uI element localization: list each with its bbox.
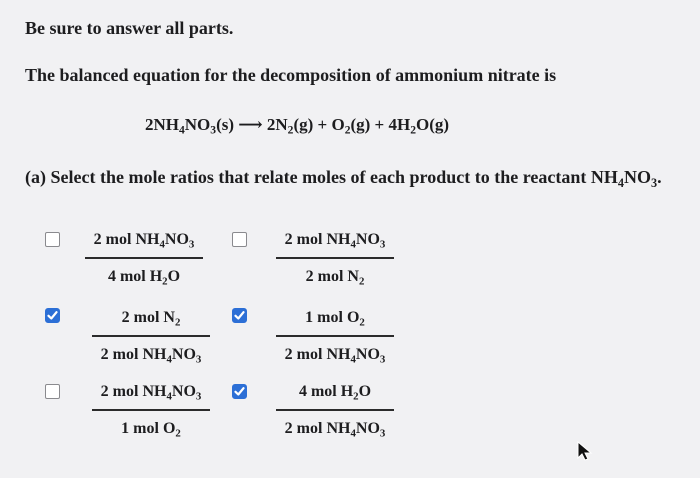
question-prompt: (a) Select the mole ratios that relate moles of each product to the reactant $NH_4NO_3$.: [25, 167, 662, 190]
denominator: 1 mol $O_2$: [121, 419, 181, 440]
mole-ratio-fraction: [86, 306, 216, 367]
checkbox[interactable]: [45, 232, 60, 247]
checkbox[interactable]: [232, 384, 247, 399]
numerator: 2 mol $NH_4NO_3$: [100, 383, 202, 403]
numerator: 4 mol $H_2O$: [298, 383, 372, 403]
numerator: 2 mol $N_2$: [121, 309, 181, 329]
mole-ratio-fraction: [86, 380, 216, 441]
mouse-pointer-icon: [576, 440, 594, 462]
fraction-bar: [92, 335, 210, 337]
balanced-equation: $2NH_4NO_3(s)$ ⟶ $2N_2(g) + O_2(g) + 4H_2O(g)$: [145, 115, 450, 137]
denominator: 2 mol $NH_4NO_3$: [284, 419, 386, 440]
checkmark-icon: [234, 310, 245, 321]
numerator: 2 mol $NH_4NO_3$: [93, 231, 195, 251]
fraction-bar: [92, 409, 210, 411]
checkbox[interactable]: [45, 384, 60, 399]
checkbox[interactable]: [45, 308, 60, 323]
fraction-bar: [276, 257, 394, 259]
checkmark-icon: [234, 386, 245, 397]
instruction-text: Be sure to answer all parts.: [25, 18, 234, 38]
fraction-bar: [85, 257, 203, 259]
checkmark-icon: [47, 310, 58, 321]
mole-ratio-fraction: [79, 228, 209, 289]
checkbox[interactable]: [232, 232, 247, 247]
numerator: 1 mol $O_2$: [305, 309, 365, 329]
fraction-bar: [276, 335, 394, 337]
mole-ratio-fraction: [270, 228, 400, 289]
numerator: 2 mol $NH_4NO_3$: [284, 231, 386, 251]
mole-ratio-fraction: [270, 380, 400, 441]
mole-ratio-fraction: [270, 306, 400, 367]
denominator: 2 mol $NH_4NO_3$: [284, 345, 386, 366]
denominator: 4 mol $H_2O$: [107, 267, 181, 288]
denominator: 2 mol $NH_4NO_3$: [100, 345, 202, 366]
denominator: 2 mol $N_2$: [305, 267, 365, 288]
fraction-bar: [276, 409, 394, 411]
checkbox[interactable]: [232, 308, 247, 323]
intro-text: The balanced equation for the decomposition of ammonium nitrate is: [25, 65, 557, 85]
